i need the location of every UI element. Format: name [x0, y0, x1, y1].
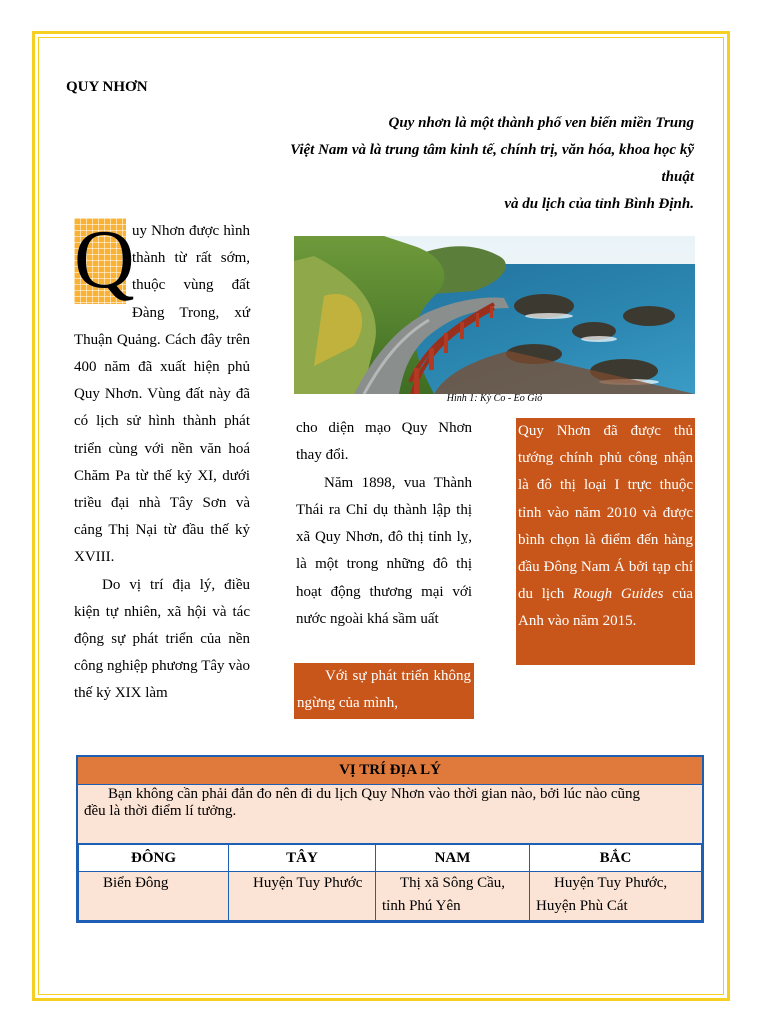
article-column-2 [296, 415, 472, 633]
cell-east: Biển Đông [79, 872, 229, 921]
cell-west: Huyện Tuy Phước [229, 872, 376, 921]
article-column-1 [74, 213, 250, 708]
recognition-text-2: của Anh vào năm 2015. [518, 586, 693, 630]
paragraph-history: uy Nhơn được hình thành từ rất sớm, thuộc vùng đất Đàng Trong, xứ Thuận Quảng. Cách đây trên 400 năm đã xuất hiện phủ Quy Nhơn. Vùng đất này đã có lịch sử hình thành phát triển cùng với nền văn hoá Chăm Pa từ thế kỷ XI, dưới triều đại nhà Tây Sơn và cảng Thị Nại từ đầu thế kỷ XVIII. [74, 223, 250, 566]
intro-line-3: thuật [661, 169, 694, 185]
photo-caption: Hình 1: Kỳ Co - Eo Gió [446, 393, 543, 404]
recognition-box [516, 418, 695, 665]
intro-line-2: Việt Nam và là trung tâm kinh tế, chính trị, văn hóa, khoa học kỹ [290, 142, 694, 158]
col-header-west: TÂY [229, 845, 376, 872]
intro-line-4: và du lịch của tỉnh Bình Định. [504, 196, 694, 212]
paragraph-appearance: cho diện mạo Quy Nhơn thay đổi. [296, 420, 472, 464]
ky-co-photo [294, 236, 695, 394]
direction-table [78, 844, 702, 921]
geography-desc-line-2: đều là thời điểm lí tưởng. [84, 803, 237, 819]
document-title: QUY NHƠN [66, 79, 148, 95]
highlight-box [294, 663, 474, 719]
geography-heading: VỊ TRÍ ĐỊA LÝ [78, 757, 702, 785]
recognition-text-1: Quy Nhơn đã được thủ tướng chính phủ công nhận là đô thị loại I trực thuộc tỉnh vào năm 2010 và được bình chọn là điểm đến hàng đầu Đông Nam Á bởi tạp chí du lịch [518, 423, 693, 603]
paragraph-geography: Do vị trí địa lý, điều kiện tự nhiên, xã hội và tác động sự phát triển của nền công nghiệp phương Tây vào thế kỷ XIX làm [74, 576, 250, 702]
geography-desc-line-1: Bạn không cần phải đắn đo nên đi du lịch Quy Nhơn vào thời gian nào, bởi lúc nào cũng [108, 786, 641, 802]
col-header-south: NAM [376, 845, 530, 872]
highlight-text: Với sự phát triển không ngừng của mình, [297, 668, 471, 711]
intro-line-1: Quy nhơn là một thành phố ven biển miền Trung [388, 115, 694, 131]
intro-quote [200, 110, 694, 218]
cell-south: Thị xã Sông Cầu, tỉnh Phú Yên [376, 872, 530, 921]
cell-north: Huyện Tuy Phước, Huyện Phù Cát [530, 872, 702, 921]
geography-table [76, 755, 704, 923]
drop-cap: Q [74, 213, 135, 306]
col-header-east: ĐÔNG [79, 845, 229, 872]
rough-guides-label: Rough Guides [573, 586, 664, 603]
geography-description [78, 785, 702, 844]
paragraph-1898: Năm 1898, vua Thành Thái ra Chỉ dụ thành lập thị xã Quy Nhơn, đô thị tỉnh lỵ, là một trong những đô thị hoạt động thương mại với nước ngoài khá sầm uất [296, 474, 472, 628]
col-header-north: BẮC [530, 845, 702, 872]
